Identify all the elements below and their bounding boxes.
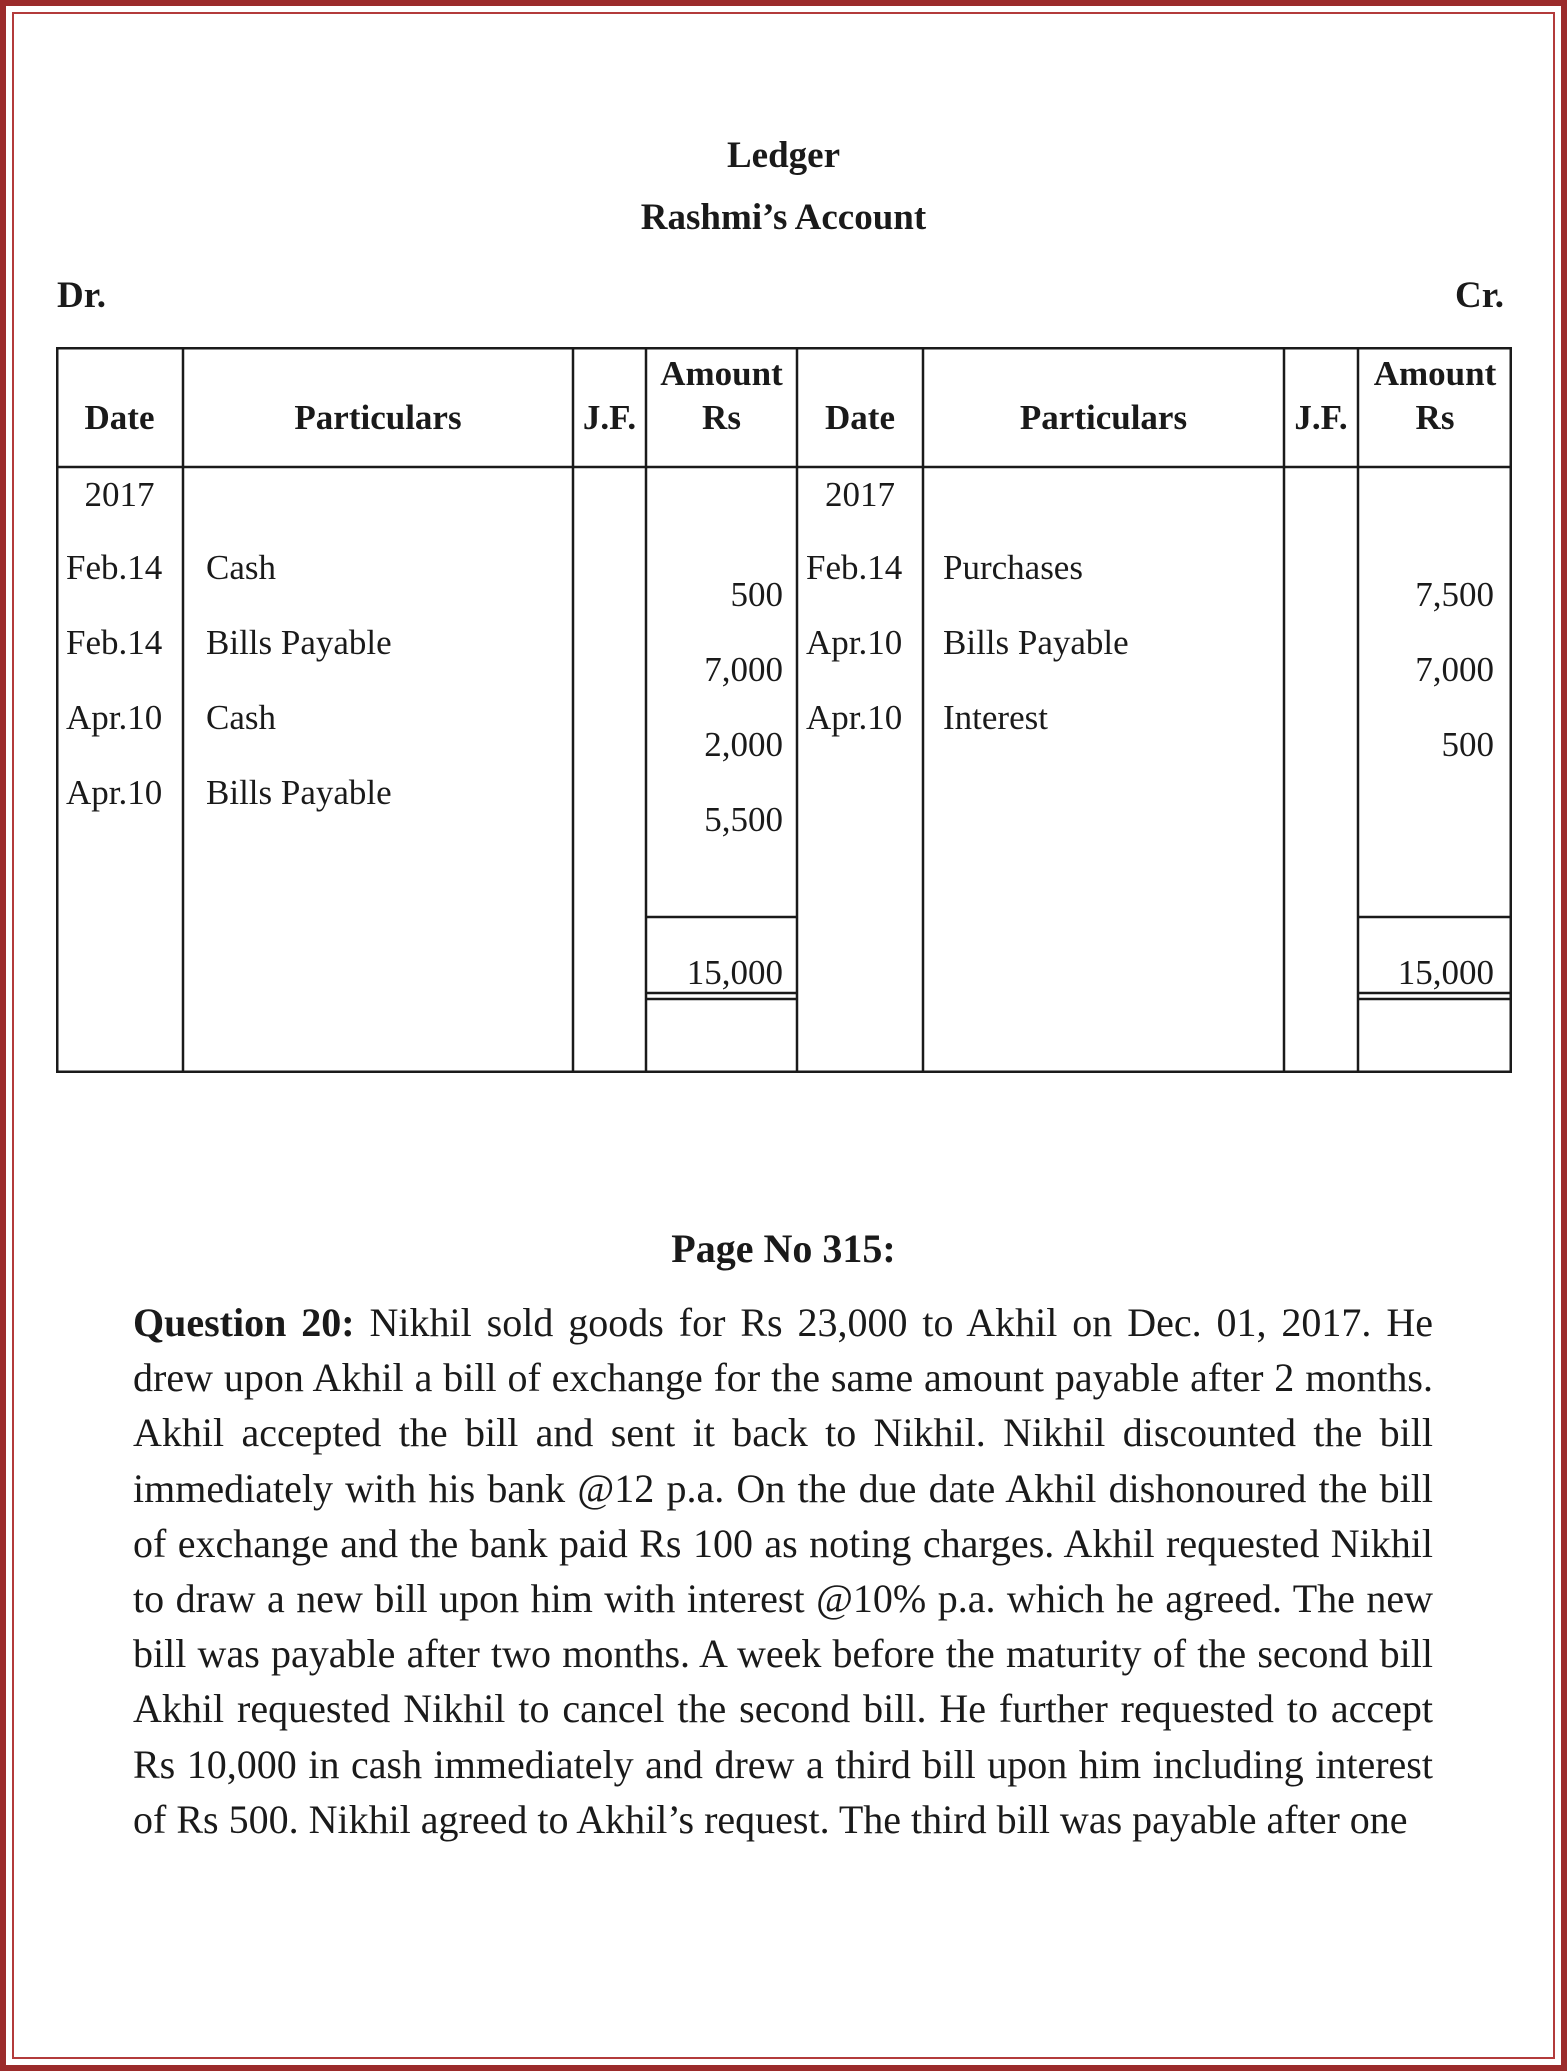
header-amount-credit: Amount [1373, 354, 1497, 393]
credit-row-date: Feb.14 [806, 548, 903, 587]
debit-row-amount: 5,500 [704, 800, 783, 839]
debit-row-date: Apr.10 [66, 773, 163, 812]
credit-total: 15,000 [1397, 953, 1494, 992]
header-rs-credit: Rs [1415, 398, 1455, 437]
question-paragraph [133, 1295, 1433, 1847]
debit-row-date: Feb.14 [66, 548, 163, 587]
credit-row-particulars: Interest [943, 698, 1048, 737]
credit-row-amount: 7,500 [1415, 575, 1494, 614]
header-particulars-debit: Particulars [294, 398, 462, 437]
header-date-credit: Date [825, 398, 895, 437]
debit-row-particulars: Bills Payable [206, 773, 392, 812]
debit-year: 2017 [84, 475, 155, 514]
ledger-title: Ledger [726, 135, 841, 176]
debit-row-particulars: Cash [206, 698, 276, 737]
credit-label: Cr. [1455, 275, 1504, 316]
debit-row-date: Apr.10 [66, 698, 163, 737]
account-title: Rashmi’s Account [640, 197, 927, 238]
header-date-debit: Date [84, 398, 155, 437]
credit-row-amount: 500 [1441, 725, 1494, 764]
debit-row-date: Feb.14 [66, 623, 163, 662]
debit-row-particulars: Cash [206, 548, 276, 587]
credit-row-particulars: Bills Payable [943, 623, 1129, 662]
debit-row-amount: 500 [730, 575, 783, 614]
question-label: Question 20: [133, 1300, 355, 1345]
debit-row-amount: 2,000 [704, 725, 783, 764]
ledger-table [56, 347, 1512, 1073]
header-amount-debit: Amount [660, 354, 783, 393]
debit-row-particulars: Bills Payable [206, 623, 392, 662]
credit-row-particulars: Purchases [943, 548, 1083, 587]
credit-row-amount: 7,000 [1415, 650, 1494, 689]
header-particulars-credit: Particulars [1019, 398, 1188, 437]
credit-row-date: Apr.10 [806, 623, 903, 662]
debit-row-amount: 7,000 [704, 650, 783, 689]
header-jf-credit: J.F. [1294, 398, 1348, 437]
debit-label: Dr. [57, 275, 106, 316]
header-jf-debit: J.F. [582, 398, 637, 437]
debit-total: 15,000 [686, 953, 783, 992]
credit-year: 2017 [825, 475, 895, 514]
credit-row-date: Apr.10 [806, 698, 903, 737]
header-rs-debit: Rs [702, 398, 741, 437]
page-number-heading: Page No 315: [671, 1226, 896, 1271]
question-text: Nikhil sold goods for Rs 23,000 to Akhil on Dec. 01, 2017. He drew upon Akhil a bill of exchange for the same amount payable after 2 months. Akhil accepted the bill and sent it back to Nikhil. Nikhil discounted the bill immediately with his bank @12 p.a. On the due date Akhil dishonoured the bill of exchange and the bank paid Rs 100 as noting charges. Akhil requested Nikhil to draw a new bill upon him with interest @10% p.a. which he agreed. The new bill was payable after two months. A week before the maturity of the second bill Akhil requested Nikhil to cancel the second bill. He further requested to accept Rs 10,000 in cash immediately and drew a third bill upon him including interest of Rs 500. Nikhil agreed to Akhil’s request. The third bill was payable after one [133, 1300, 1433, 1842]
